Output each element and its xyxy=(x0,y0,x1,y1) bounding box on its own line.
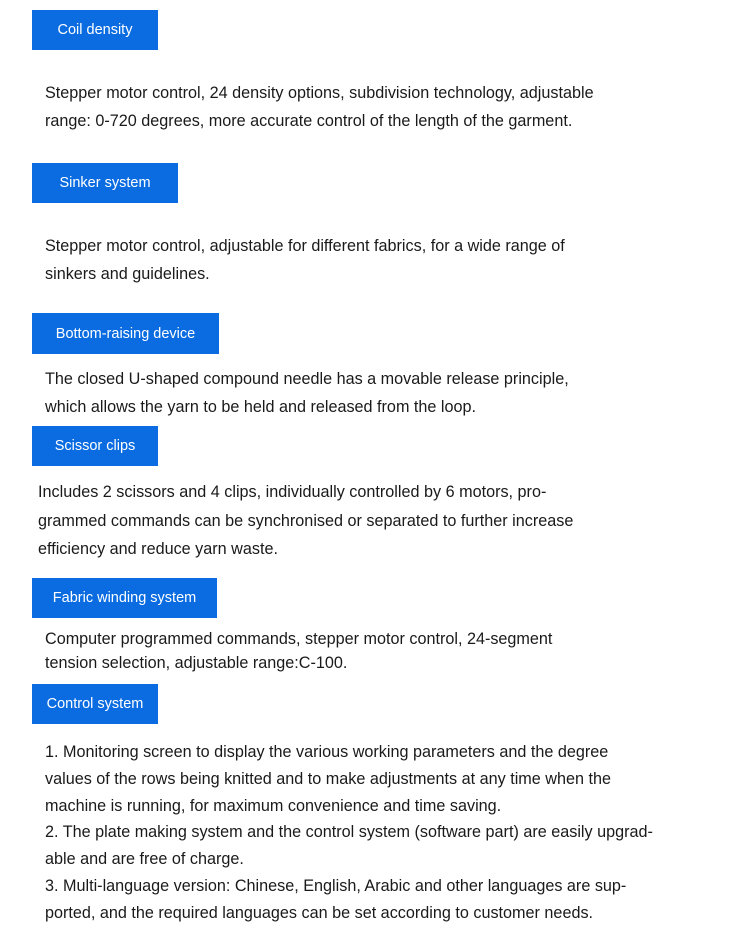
text-line: ported, and the required languages can be set according to customer needs. xyxy=(45,903,594,922)
text-line: 1. Monitoring screen to display the various working parameters and the degree xyxy=(45,743,609,761)
text-line: The closed U-shaped compound needle has a movable release principle, xyxy=(45,370,569,388)
text-line: grammed commands can be synchronised or separated to further increase xyxy=(38,511,574,530)
section-heading-scissor-clips: Scissor clips xyxy=(32,426,158,466)
section-text-sinker-system xyxy=(45,232,565,288)
section-heading-fabric-winding-system: Fabric winding system xyxy=(32,578,217,618)
text-line: which allows the yarn to be held and released from the loop. xyxy=(45,398,477,416)
text-line: machine is running, for maximum convenience and time saving. xyxy=(45,796,502,815)
text-line: tension selection, adjustable range:C-100. xyxy=(45,654,348,672)
text-line: efficiency and reduce yarn waste. xyxy=(38,540,278,558)
text-line: 2. The plate making system and the control system (software part) are easily upgrad- xyxy=(45,823,653,842)
text-line: Includes 2 scissors and 4 clips, individually controlled by 6 motors, pro- xyxy=(38,483,547,501)
section-heading-control-system: Control system xyxy=(32,684,158,724)
text-line: sinkers and guidelines. xyxy=(45,265,210,283)
text-line: values of the rows being knitted and to make adjustments at any time when the xyxy=(45,769,611,788)
section-text-scissor-clips xyxy=(38,478,573,564)
text-line: Computer programmed commands, stepper motor control, 24-segment xyxy=(45,630,553,648)
text-line: range: 0-720 degrees, more accurate control of the length of the garment. xyxy=(45,112,573,130)
section-text-fabric-winding-system xyxy=(45,627,552,675)
section-heading-sinker-system: Sinker system xyxy=(32,163,178,203)
section-heading-coil-density: Coil density xyxy=(32,10,158,50)
section-heading-bottom-raising-device: Bottom-raising device xyxy=(32,313,219,354)
text-line: Stepper motor control, adjustable for different fabrics, for a wide range of xyxy=(45,237,565,255)
section-text-control-system xyxy=(45,739,653,927)
section-text-coil-density xyxy=(45,79,594,135)
section-text-bottom-raising-device xyxy=(45,365,569,421)
text-line: 3. Multi-language version: Chinese, English, Arabic and other languages are sup- xyxy=(45,876,627,895)
text-line: Stepper motor control, 24 density options, subdivision technology, adjustable xyxy=(45,84,594,102)
text-line: able and are free of charge. xyxy=(45,850,244,869)
